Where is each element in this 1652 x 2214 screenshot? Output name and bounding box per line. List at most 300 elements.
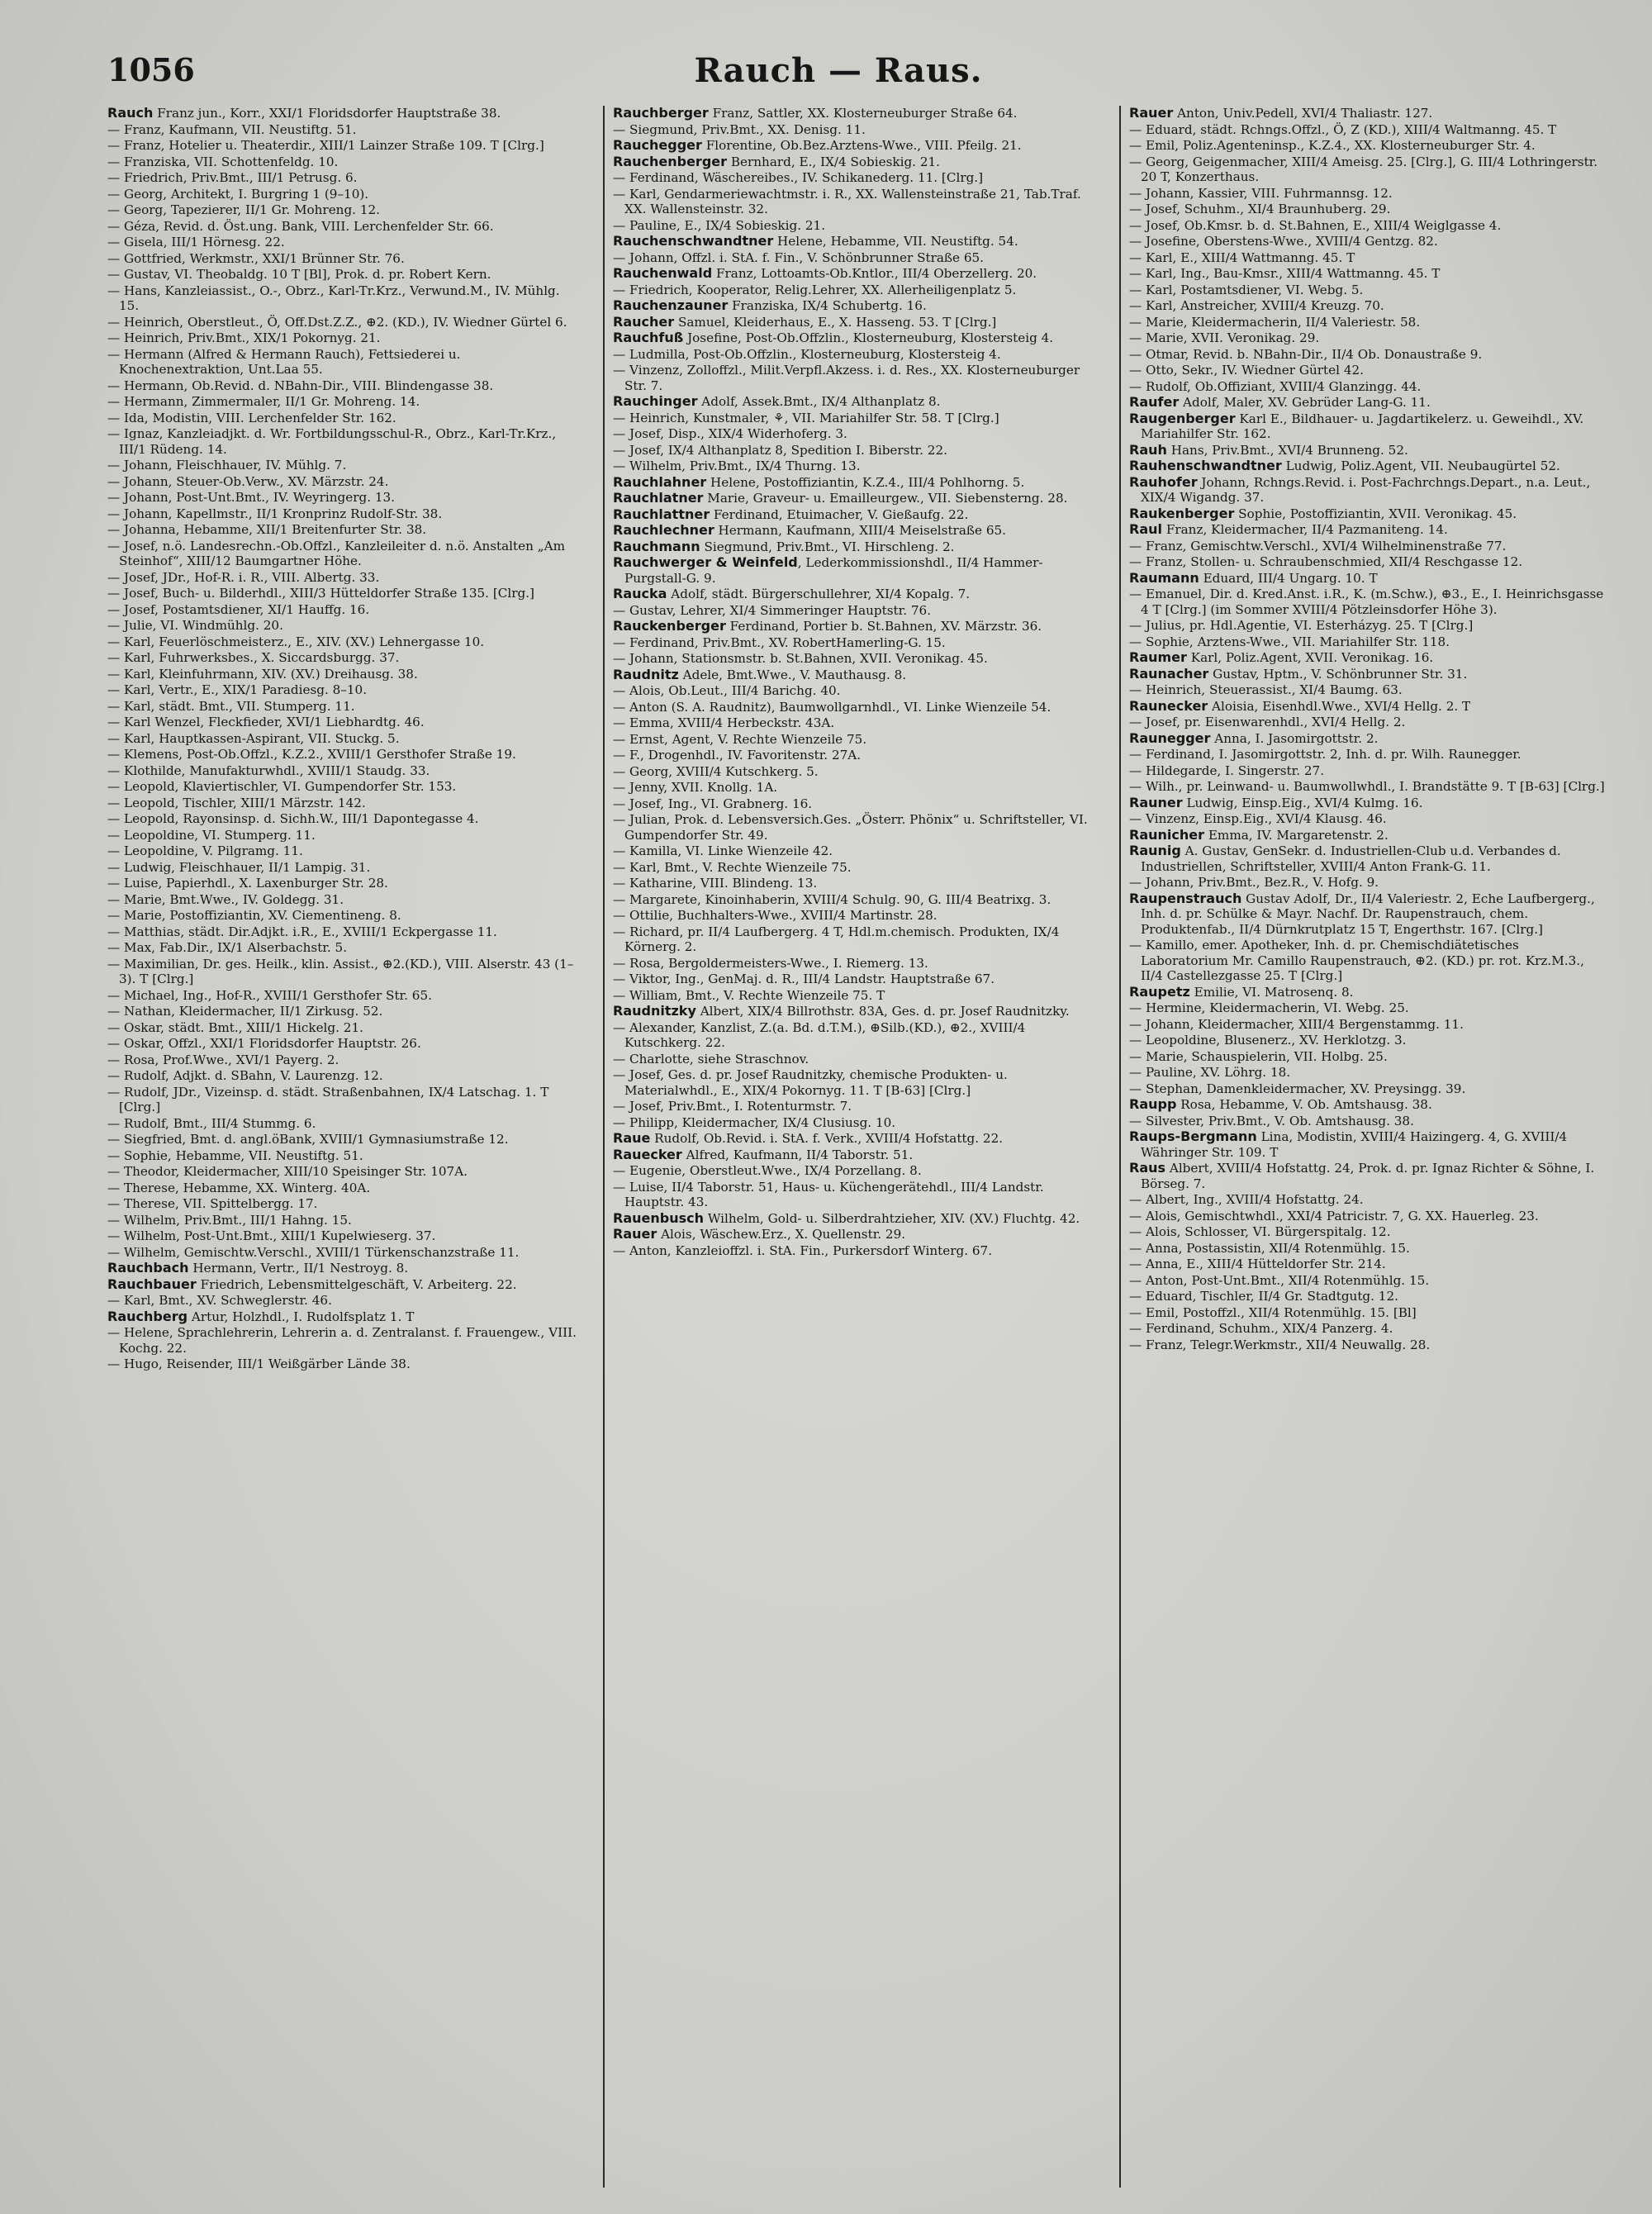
entry-details: Eduard, III/4 Ungarg. 10. T — [1199, 570, 1378, 586]
entry-details: — Karl, Gendarmeriewachtmstr. i. R., XX. Wallensteinstraße 21, Tab.Traf. XX. Wallensteinstr. 32. — [613, 186, 1081, 216]
directory-entry — [1129, 330, 1608, 346]
directory-entry — [1129, 1065, 1608, 1081]
entry-details: — Marie, Kleidermacherin, II/4 Valeriestr. 58. — [1129, 314, 1421, 330]
entry-details: — Georg, Tapezierer, II/1 Gr. Mohreng. 12. — [107, 202, 380, 217]
column-3 — [1119, 106, 1608, 2188]
directory-entry — [613, 988, 1092, 1004]
page-number: 1056 — [107, 51, 195, 88]
entry-details: — Anna, Postassistin, XII/4 Rotenmühlg. 15. — [1129, 1240, 1410, 1256]
entry-details: Emma, IV. Margaretenstr. 2. — [1204, 827, 1389, 843]
entry-surname: Raupenstrauch — [1129, 890, 1242, 906]
entry-details: — Josef, Schuhm., XI/4 Braunhuberg. 29. — [1129, 202, 1391, 216]
directory-entry — [1129, 587, 1608, 617]
entry-details: Hermann, Kaufmann, XIII/4 Meiselstraße 65. — [714, 523, 1006, 538]
entry-details: — Heinrich, Kunstmaler, ⚘, VII. Mariahilfer Str. 58. T [Clrg.] — [613, 410, 999, 425]
entry-details: Ludwig, Einsp.Eig., XVI/4 Kulmg. 16. — [1182, 795, 1423, 810]
directory-entry — [107, 1309, 582, 1325]
directory-entry — [1129, 779, 1608, 795]
directory-entry — [613, 443, 1092, 458]
entry-details: — Hermine, Kleidermacherin, VI. Webg. 25. — [1129, 1000, 1409, 1015]
entry-details: Aloisia, Eisenhdl.Wwe., XVI/4 Hellg. 2. T — [1208, 698, 1471, 714]
entry-surname: Rauner — [1129, 794, 1183, 810]
directory-entry — [613, 780, 1092, 796]
directory-entry — [107, 1181, 582, 1196]
directory-entry — [107, 539, 582, 569]
directory-entry — [107, 779, 582, 795]
entry-surname: Rauchberg — [107, 1308, 188, 1324]
directory-entry — [107, 283, 582, 314]
directory-entry — [107, 1196, 582, 1212]
entry-details: Florentine, Ob.Bez.Arztens-Wwe., VIII. Pfeilg. 21. — [701, 138, 1022, 153]
entry-details: Ferdinand, Etuimacher, V. Gießaufg. 22. — [710, 506, 969, 522]
entry-details: — Katharine, VIII. Blindeng. 13. — [613, 876, 818, 891]
directory-entry — [613, 700, 1092, 715]
entry-details: — Ferdinand, Wäschereibes., IV. Schikanederg. 11. [Clrg.] — [613, 170, 984, 185]
directory-entry — [613, 298, 1092, 314]
entry-details: — Hermann (Alfred & Hermann Rauch), Fettsiederei u. Knochenextraktion, Unt.Laa 55. — [107, 346, 461, 377]
directory-entry — [1129, 1081, 1608, 1097]
directory-entry — [1129, 1192, 1608, 1208]
directory-entry — [1129, 938, 1608, 984]
directory-entry — [1129, 731, 1608, 747]
entry-details: — Anton (S. A. Raudnitz), Baumwollgarnhdl., VI. Linke Wienzeile 54. — [613, 699, 1051, 715]
entry-details: Albert, XVIII/4 Hofstattg. 24, Prok. d. pr. Ignaz Richter & Söhne, I. Börseg. 7. — [1141, 1161, 1595, 1191]
directory-entry — [613, 539, 1092, 555]
entry-details: — Albert, Ing., XVIII/4 Hofstattg. 24. — [1129, 1192, 1364, 1207]
directory-entry — [1129, 985, 1608, 1000]
entry-surname: Raunicher — [1129, 826, 1204, 843]
entry-details: — Siegfried, Bmt. d. angl.öBank, XVIII/1 Gymnasiumstraße 12. — [107, 1132, 509, 1147]
entry-details: Friedrich, Lebensmittelgeschäft, V. Arbeiterg. 22. — [196, 1276, 517, 1292]
directory-entry — [1129, 1305, 1608, 1321]
entry-details: — Karl, Bmt., V. Rechte Wienzeile 75. — [613, 859, 852, 875]
entry-details: — Josefine, Oberstens-Wwe., XVIII/4 Gentzg. 82. — [1129, 234, 1438, 249]
entry-surname: Rauchbauer — [107, 1276, 197, 1292]
entry-details: Emilie, VI. Matrosenq. 8. — [1189, 984, 1354, 1000]
entry-details: Franziska, IX/4 Schubertg. 16. — [728, 298, 927, 313]
entry-surname: Rauchberger — [613, 106, 709, 121]
entry-details: Lina, Modistin, XVIII/4 Haizingerg. 4, G. XVIII/4 Währinger Str. 109. T — [1141, 1129, 1568, 1160]
entry-details: — Karl, Ing., Bau-Kmsr., XIII/4 Wattmanng. 45. T — [1129, 266, 1441, 281]
entry-details: — Josef, Buch- u. Bilderhdl., XIII/3 Hütteldorfer Straße 135. [Clrg.] — [107, 586, 534, 601]
entry-details: — Géza, Revid. d. Öst.ung. Bank, VIII. Lerchenfelder Str. 66. — [107, 218, 494, 234]
directory-entry — [613, 1099, 1092, 1114]
directory-entry — [613, 1211, 1092, 1227]
directory-entry — [1129, 1129, 1608, 1160]
directory-entry — [107, 1068, 582, 1084]
directory-entry — [107, 715, 582, 730]
directory-entry — [613, 603, 1092, 619]
entry-surname: Raunacher — [1129, 665, 1209, 682]
directory-entry — [1129, 266, 1608, 282]
entry-surname: Rauchfuß — [613, 330, 684, 345]
directory-entry — [613, 234, 1092, 249]
entry-details: — Karl, Bmt., XV. Schweglerstr. 46. — [107, 1293, 332, 1308]
entry-surname: Rauhenschwandtner — [1129, 458, 1282, 473]
entry-details: — Josef, Ob.Kmsr. b. d. St.Bahnen, E., XIII/4 Weiglgasse 4. — [1129, 217, 1502, 233]
directory-entry — [1129, 186, 1608, 202]
directory-entry — [107, 219, 582, 235]
entry-details: — Georg, XVIII/4 Kutschkerg. 5. — [613, 763, 819, 779]
entry-details: — Emma, XVIII/4 Herbeckstr. 43A. — [613, 715, 835, 730]
entry-surname: Rauenbusch — [613, 1209, 704, 1226]
directory-entry — [1129, 571, 1608, 587]
entry-details: — Franz, Telegr.Werkmstr., XII/4 Neuwallg. 28. — [1129, 1337, 1431, 1352]
directory-entry — [107, 618, 582, 634]
entry-details: — Josef, Postamtsdiener, XI/1 Hauffg. 16. — [107, 601, 370, 617]
entry-surname: Raucka — [613, 586, 667, 601]
directory-entry — [107, 1164, 582, 1180]
entry-details: — Ignaz, Kanzleiadjkt. d. Wr. Fortbildungsschul-R., Obrz., Karl-Tr.Krz., III/1 Rüdeng. 14. — [107, 426, 557, 457]
entry-surname: Raugenberger — [1129, 410, 1236, 426]
entry-details: — Josef, pr. Eisenwarenhdl., XVI/4 Hellg. 2. — [1129, 715, 1406, 729]
entry-details: — Georg, Architekt, I. Burgring 1 (9–10). — [107, 186, 369, 202]
directory-entry — [613, 138, 1092, 154]
entry-details: — Pauline, XV. Löhrg. 18. — [1129, 1065, 1291, 1080]
entry-surname: Rauchinger — [613, 393, 698, 409]
directory-entry — [613, 426, 1092, 442]
directory-entry — [107, 490, 582, 506]
entry-surname: Rauckenberger — [613, 618, 726, 634]
directory-entry — [1129, 618, 1608, 634]
directory-entry — [1129, 1224, 1608, 1240]
directory-entry — [107, 828, 582, 843]
entry-details: — Luise, Papierhdl., X. Laxenburger Str. 28. — [107, 876, 388, 891]
entry-surname: Raus — [1129, 1160, 1166, 1176]
directory-entry — [107, 1132, 582, 1147]
entry-details: — Maximilian, Dr. ges. Heilk., klin. Assist., ⊕2.(KD.), VIII. Alserstr. 43 (1–3). T [Clrg.] — [107, 956, 574, 986]
directory-entry — [1129, 1289, 1608, 1304]
entry-details: — Wilhelm, Post-Unt.Bmt., XIII/1 Kupelwieserg. 37. — [107, 1228, 436, 1243]
directory-entry — [1129, 1000, 1608, 1016]
entry-details: Rudolf, Ob.Revid. i. StA. f. Verk., XVIII/4 Hofstattg. 22. — [650, 1131, 1004, 1146]
entry-details: — Hans, Kanzleiassist., O.-, Obrz., Karl-Tr.Krz., Verwund.M., IV. Mühlg. 15. — [107, 283, 560, 313]
entry-details: — Luise, II/4 Taborstr. 51, Haus- u. Küchengerätehdl., III/4 Landstr. Hauptstr. 43. — [613, 1179, 1044, 1209]
entry-details: — Julius, pr. Hdl.Agentie, VI. Esterházyg. 25. T [Clrg.] — [1129, 618, 1474, 633]
entry-details: — Karl, Fuhrwerksbes., X. Siccardsburgg. 37. — [107, 650, 400, 665]
entry-surname: Raufer — [1129, 394, 1180, 410]
entry-details: — Alois, Gemischtwhdl., XXI/4 Patricistr. 7, G. XX. Hauerleg. 23. — [1129, 1208, 1539, 1223]
directory-entry — [1129, 1257, 1608, 1272]
directory-entry — [1129, 667, 1608, 682]
entry-details: — Leopold, Klaviertischler, VI. Gumpendorfer Str. 153. — [107, 779, 457, 794]
entry-details: — Charlotte, siehe Straschnov. — [613, 1051, 809, 1067]
entry-surname: Rauchmann — [613, 538, 700, 554]
directory-entry — [107, 1004, 582, 1019]
entry-details: Helene, Postoffiziantin, K.Z.4., III/4 Pohlhorng. 5. — [706, 474, 1025, 490]
entry-details: — Hermann, Ob.Revid. d. NBahn-Dir., VIII. Blindengasse 38. — [107, 378, 494, 393]
directory-entry — [107, 957, 582, 987]
entry-details: Samuel, Kleiderhaus, E., X. Hasseng. 53. T [Clrg.] — [674, 314, 997, 330]
entry-details: Hans, Priv.Bmt., XVI/4 Brunneng. 52. — [1166, 442, 1408, 458]
entry-details: — Philipp, Kleidermacher, IX/4 Clusiusg. 10. — [613, 1114, 896, 1130]
entry-details: Anna, I. Jasomirgottstr. 2. — [1210, 730, 1379, 746]
entry-details: Hermann, Vertr., II/1 Nestroyg. 8. — [188, 1261, 409, 1276]
directory-entry — [613, 315, 1092, 330]
directory-entry — [613, 876, 1092, 891]
entry-details: — Heinrich, Steuerassist., XI/4 Baumg. 63. — [1129, 682, 1403, 697]
directory-entry — [107, 347, 582, 378]
entry-details: — Siegmund, Priv.Bmt., XX. Denisg. 11. — [613, 121, 866, 137]
entry-surname: Raups-Bergmann — [1129, 1128, 1257, 1144]
directory-entry — [613, 924, 1092, 955]
entry-details: — Vinzenz, Zolloffzl., Milit.Verpfl.Akzess. i. d. Res., XX. Klosterneuburger Str. 7. — [613, 363, 1080, 393]
entry-details: — Leopoldine, V. Pilgramg. 11. — [107, 843, 303, 858]
entry-details: — Kamillo, emer. Apotheker, Inh. d. pr. Chemischdiätetisches Laboratorium Mr. Camillo Raupenstrauch, ⊕2. (KD.) pr. rot. Krz.M.3., II/4 Castellezgasse 25. T [Clrg.] — [1129, 938, 1584, 983]
directory-entry — [1129, 1049, 1608, 1065]
directory-entry — [1129, 218, 1608, 234]
entry-details: — Johann, Fleischhauer, IV. Mühlg. 7. — [107, 458, 347, 473]
directory-entry — [613, 106, 1092, 121]
directory-entry — [1129, 506, 1608, 522]
entry-details: — Emil, Poliz.Agenteninsp., K.Z.4., XX. Klosterneuburger Str. 4. — [1129, 138, 1536, 153]
entry-details: — Georg, Geigenmacher, XIII/4 Ameisg. 25. [Clrg.], G. III/4 Lothringerstr. 20 T, Konzerthaus. — [1129, 154, 1598, 184]
directory-entry — [613, 1052, 1092, 1067]
directory-entry — [107, 170, 582, 186]
entry-details: — Emil, Postoffzl., XII/4 Rotenmühlg. 15. [Bl] — [1129, 1304, 1417, 1320]
directory-entry — [613, 1163, 1092, 1179]
entry-surname: Raue — [613, 1130, 651, 1146]
entry-surname: Rauchbach — [107, 1260, 189, 1276]
directory-entry — [613, 523, 1092, 539]
directory-entry — [107, 474, 582, 490]
directory-entry — [1129, 347, 1608, 363]
directory-entry — [613, 363, 1092, 393]
directory-entry — [107, 811, 582, 827]
directory-entry — [1129, 1033, 1608, 1048]
directory-entry — [107, 235, 582, 250]
entry-details: — Ernst, Agent, V. Rechte Wienzeile 75. — [613, 731, 867, 747]
directory-entry — [1129, 1017, 1608, 1033]
entry-surname: Rauecker — [613, 1146, 682, 1162]
entry-details: — Emanuel, Dir. d. Kred.Anst. i.R., K. (m.Schw.), ⊕3., E., I. Heinrichsgasse 4 T [Clrg.] (im Sommer XVIII/4 Pötzleinsdorfer Höhe 3). — [1129, 587, 1604, 617]
directory-entry — [107, 602, 582, 618]
entry-details: — Ferdinand, Priv.Bmt., XV. RobertHamerling-G. 15. — [613, 634, 946, 650]
entry-surname: Rauchenzauner — [613, 297, 729, 313]
entry-details: — Rudolf, Adjkt. d. SBahn, V. Laurenzg. 12. — [107, 1068, 383, 1083]
entry-surname: Raudnitzky — [613, 1003, 696, 1019]
directory-entry — [1129, 796, 1608, 811]
entry-details: Adolf, städt. Bürgerschullehrer, XI/4 Kopalg. 7. — [667, 587, 971, 601]
directory-entry — [1129, 891, 1608, 938]
entry-details: — Leopold, Rayonsinsp. d. Sichh.W., III/1 Dapontegasse 4. — [107, 811, 479, 826]
directory-entry — [107, 699, 582, 715]
directory-entry — [107, 330, 582, 346]
directory-entry — [1129, 828, 1608, 843]
directory-entry — [107, 1325, 582, 1356]
entry-details: — Johann, Post-Unt.Bmt., IV. Weyringerg. 13. — [107, 490, 396, 505]
entry-surname: Raukenberger — [1129, 505, 1235, 521]
directory-entry — [613, 1180, 1092, 1210]
directory-entry — [1129, 554, 1608, 570]
entry-details: — Gustav, VI. Theobaldg. 10 T [Bl], Prok. d. pr. Robert Kern. — [107, 267, 491, 282]
entry-details: — Karl, Vertr., E., XIX/1 Paradiesg. 8–10. — [107, 682, 368, 697]
entry-details: — Karl, Postamtsdiener, VI. Webg. 5. — [1129, 282, 1364, 297]
entry-surname: Raul — [1129, 521, 1162, 537]
directory-entry — [613, 507, 1092, 523]
directory-entry — [107, 378, 582, 394]
column-2 — [603, 106, 1092, 2188]
directory-entry — [107, 394, 582, 410]
entry-details: — Gottfried, Werkmstr., XXI/1 Brünner Str. 76. — [107, 250, 405, 266]
directory-entry — [107, 763, 582, 779]
entry-surname: Raupetz — [1129, 983, 1190, 1000]
directory-entry — [1129, 1114, 1608, 1129]
directory-entry — [1129, 202, 1608, 217]
directory-entry — [613, 122, 1092, 138]
directory-entry — [107, 267, 582, 283]
entry-details: — Wilhelm, Priv.Bmt., IX/4 Thurng. 13. — [613, 458, 861, 473]
directory-entry — [1129, 475, 1608, 506]
entry-details: — Marie, Schauspielerin, VII. Holbg. 25. — [1129, 1048, 1388, 1064]
directory-entry — [613, 250, 1092, 266]
directory-entry — [613, 1131, 1092, 1147]
directory-entry — [107, 634, 582, 650]
entry-details: — Eduard, städt. Rchngs.Offzl., Ö, Z (KD.), XIII/4 Waltmanng. 45. T — [1129, 121, 1557, 137]
directory-entry — [107, 1293, 582, 1309]
directory-entry — [613, 860, 1092, 876]
directory-entry — [107, 1085, 582, 1115]
entry-details: — Klothilde, Manufakturwhdl., XVIII/1 Staudg. 33. — [107, 763, 430, 778]
entry-details: — Ludmilla, Post-Ob.Offzlin., Klosterneuburg, Klostersteig 4. — [613, 346, 1001, 362]
directory-entry — [1129, 1321, 1608, 1337]
directory-entry — [1129, 539, 1608, 554]
entry-details: Sophie, Postoffiziantin, XVII. Veronikag. 45. — [1234, 506, 1517, 521]
directory-entry — [613, 555, 1092, 586]
entry-details: — Heinrich, Priv.Bmt., XIX/1 Pokornyg. 21. — [107, 330, 381, 345]
entry-surname: Raupp — [1129, 1096, 1177, 1112]
directory-entry — [613, 170, 1092, 186]
entry-details: — Wilh., pr. Leinwand- u. Baumwollwhdl., I. Brandstätte 9. T [B-63] [Clrg.] — [1129, 779, 1605, 794]
entry-details: — Leopoldine, VI. Stumperg. 11. — [107, 827, 316, 843]
entry-details: — Josef, Priv.Bmt., I. Rotenturmstr. 7. — [613, 1099, 852, 1114]
directory-entry — [613, 187, 1092, 217]
entry-details: — Eduard, Tischler, II/4 Gr. Stadtgutg. 12. — [1129, 1289, 1398, 1304]
directory-entry — [613, 411, 1092, 426]
directory-entry — [613, 635, 1092, 651]
directory-entry — [1129, 154, 1608, 185]
directory-entry — [107, 940, 582, 956]
entry-details: — Oskar, Offzl., XXI/1 Floridsdorfer Hauptstr. 26. — [107, 1036, 421, 1051]
directory-entry — [107, 1020, 582, 1036]
entry-details: Rosa, Hebamme, V. Ob. Amtshausg. 38. — [1176, 1097, 1432, 1112]
entry-surname: Rauhofer — [1129, 473, 1198, 490]
entry-details: — Johanna, Hebamme, XII/1 Breitenfurter Str. 38. — [107, 522, 427, 537]
entry-details: — F., Drogenhdl., IV. Favoritenstr. 27A. — [613, 748, 862, 763]
directory-entry — [613, 843, 1092, 859]
directory-entry — [613, 683, 1092, 699]
entry-details: — Friedrich, Kooperator, Relig.Lehrer, XX. Allerheiligenplatz 5. — [613, 282, 1017, 297]
directory-entry — [107, 411, 582, 426]
entry-details: — Josef, Ing., VI. Grabnerg. 16. — [613, 796, 813, 811]
directory-entry — [613, 619, 1092, 634]
entry-details: — Theodor, Kleidermacher, XIII/10 Speisinger Str. 107A. — [107, 1164, 468, 1179]
entry-details: — Alois, Ob.Leut., III/4 Barichg. 40. — [613, 683, 841, 698]
entry-details: Franz, Sattler, XX. Klosterneuburger Straße 64. — [708, 106, 1018, 121]
directory-entry — [613, 956, 1092, 972]
entry-details: — Ferdinand, I. Jasomirgottstr. 2, Inh. d. pr. Wilh. Raunegger. — [1129, 747, 1521, 762]
directory-entry — [613, 283, 1092, 298]
directory-entry — [1129, 522, 1608, 538]
entry-details: — Kamilla, VI. Linke Wienzeile 42. — [613, 843, 833, 858]
entry-details: A. Gustav, GenSekr. d. Industriellen-Club u.d. Verbandes d. Industriellen, Schriftsteller, XVIII/4 Anton Frank-G. 11. — [1141, 843, 1561, 874]
directory-entry — [613, 796, 1092, 812]
entry-details: Alois, Wäschew.Erz., X. Quellenstr. 29. — [657, 1227, 906, 1242]
directory-entry — [613, 266, 1092, 282]
directory-entry — [107, 843, 582, 859]
directory-entry — [107, 1116, 582, 1132]
directory-entry — [613, 748, 1092, 763]
directory-entry — [1129, 811, 1608, 827]
entry-surname: Raunegger — [1129, 729, 1211, 746]
directory-entry — [1129, 763, 1608, 779]
entry-details: — Margarete, Kinoinhaberin, XVIII/4 Schulg. 90, G. III/4 Beatrixg. 3. — [613, 891, 1051, 907]
directory-entry — [1129, 122, 1608, 138]
entry-details: Wilhelm, Gold- u. Silberdrahtzieher, XIV. (XV.) Fluchtg. 42. — [704, 1210, 1080, 1226]
entry-surname: Rauchegger — [613, 137, 702, 153]
entry-surname: Rauch — [107, 106, 154, 121]
directory-entry — [613, 715, 1092, 731]
entry-details: — Josef, Ges. d. pr. Josef Raudnitzky, chemische Produkten- u. Materialwhdl., E., XIX/4 Pokornyg. 11. T [B-63] [Clrg.] — [613, 1067, 1008, 1098]
directory-entry — [1129, 363, 1608, 378]
directory-entry — [1129, 715, 1608, 730]
directory-entry — [107, 458, 582, 473]
directory-entry — [107, 682, 582, 698]
entry-surname: Rauchenwald — [613, 265, 713, 281]
entry-details: — Julian, Prok. d. Lebensversich.Ges. „Österr. Phönix“ u. Schriftsteller, VI. Gumpendorfer Str. 49. — [613, 812, 1088, 843]
entry-details: — Anton, Post-Unt.Bmt., XII/4 Rotenmühlg. 15. — [1129, 1272, 1430, 1288]
directory-entry — [613, 764, 1092, 780]
entry-details: — Franz, Kaufmann, VII. Neustiftg. 51. — [107, 121, 357, 137]
directory-entry — [613, 668, 1092, 683]
entry-details: — Karl, Kleinfuhrmann, XIV. (XV.) Dreihausg. 38. — [107, 666, 418, 682]
entry-surname: Rauchlechner — [613, 522, 714, 538]
directory-entry — [1129, 1209, 1608, 1224]
directory-entry — [107, 106, 582, 121]
entry-details: — Hermann, Zimmermaler, II/1 Gr. Mohreng. 14. — [107, 394, 420, 409]
entry-surname: Rauer — [1129, 106, 1174, 121]
directory-entry — [107, 860, 582, 876]
directory-entry — [613, 491, 1092, 506]
entry-details: — Karl, Hauptkassen-Aspirant, VII. Stuckg. 5. — [107, 730, 400, 746]
entry-details: Bernhard, E., IX/4 Sobieskig. 21. — [727, 154, 940, 169]
entry-details: Artur, Holzhdl., I. Rudolfsplatz 1. T — [188, 1309, 415, 1324]
entry-details: — Marie, XVII. Veronikag. 29. — [1129, 330, 1320, 345]
directory-entry — [107, 1261, 582, 1276]
entry-details: — Josef, n.ö. Landesrechn.-Ob.Offzl., Kanzleileiter d. n.ö. Anstalten „Am Steinhof“, XIII/12 Baumgartner Höhe. — [107, 538, 565, 568]
directory-entry — [107, 522, 582, 538]
entry-details: Johann, Rchngs.Revid. i. Post-Fachrchngs.Depart., n.a. Leut., XIX/4 Wigandg. 37. — [1141, 474, 1591, 505]
entry-surname: Rauh — [1129, 441, 1167, 458]
entry-surname: Raucher — [613, 313, 675, 330]
entry-details: — Leopold, Tischler, XIII/1 Märzstr. 142. — [107, 795, 366, 810]
entry-details: Ludwig, Poliz.Agent, VII. Neubaugürtel 52. — [1281, 458, 1560, 473]
entry-details: — Jenny, XVII. Knollg. 1A. — [613, 780, 778, 795]
directory-entry — [613, 1243, 1092, 1259]
directory-entry — [107, 1356, 582, 1372]
directory-entry — [107, 988, 582, 1004]
directory-entry — [1129, 747, 1608, 763]
entry-details: — Johann, Offzl. i. StA. f. Fin., V. Schönbrunner Straße 65. — [613, 249, 985, 265]
entry-surname: Rauchwerger & Weinfeld — [613, 554, 798, 570]
directory-entry — [1129, 650, 1608, 666]
directory-entry — [613, 1147, 1092, 1163]
directory-entry — [613, 1004, 1092, 1019]
directory-entry — [107, 1213, 582, 1228]
directory-entry — [1129, 682, 1608, 698]
entry-details: Albert, XIX/4 Billrothstr. 83A, Ges. d. pr. Josef Raudnitzky. — [695, 1004, 1070, 1019]
directory-entry — [613, 347, 1092, 363]
